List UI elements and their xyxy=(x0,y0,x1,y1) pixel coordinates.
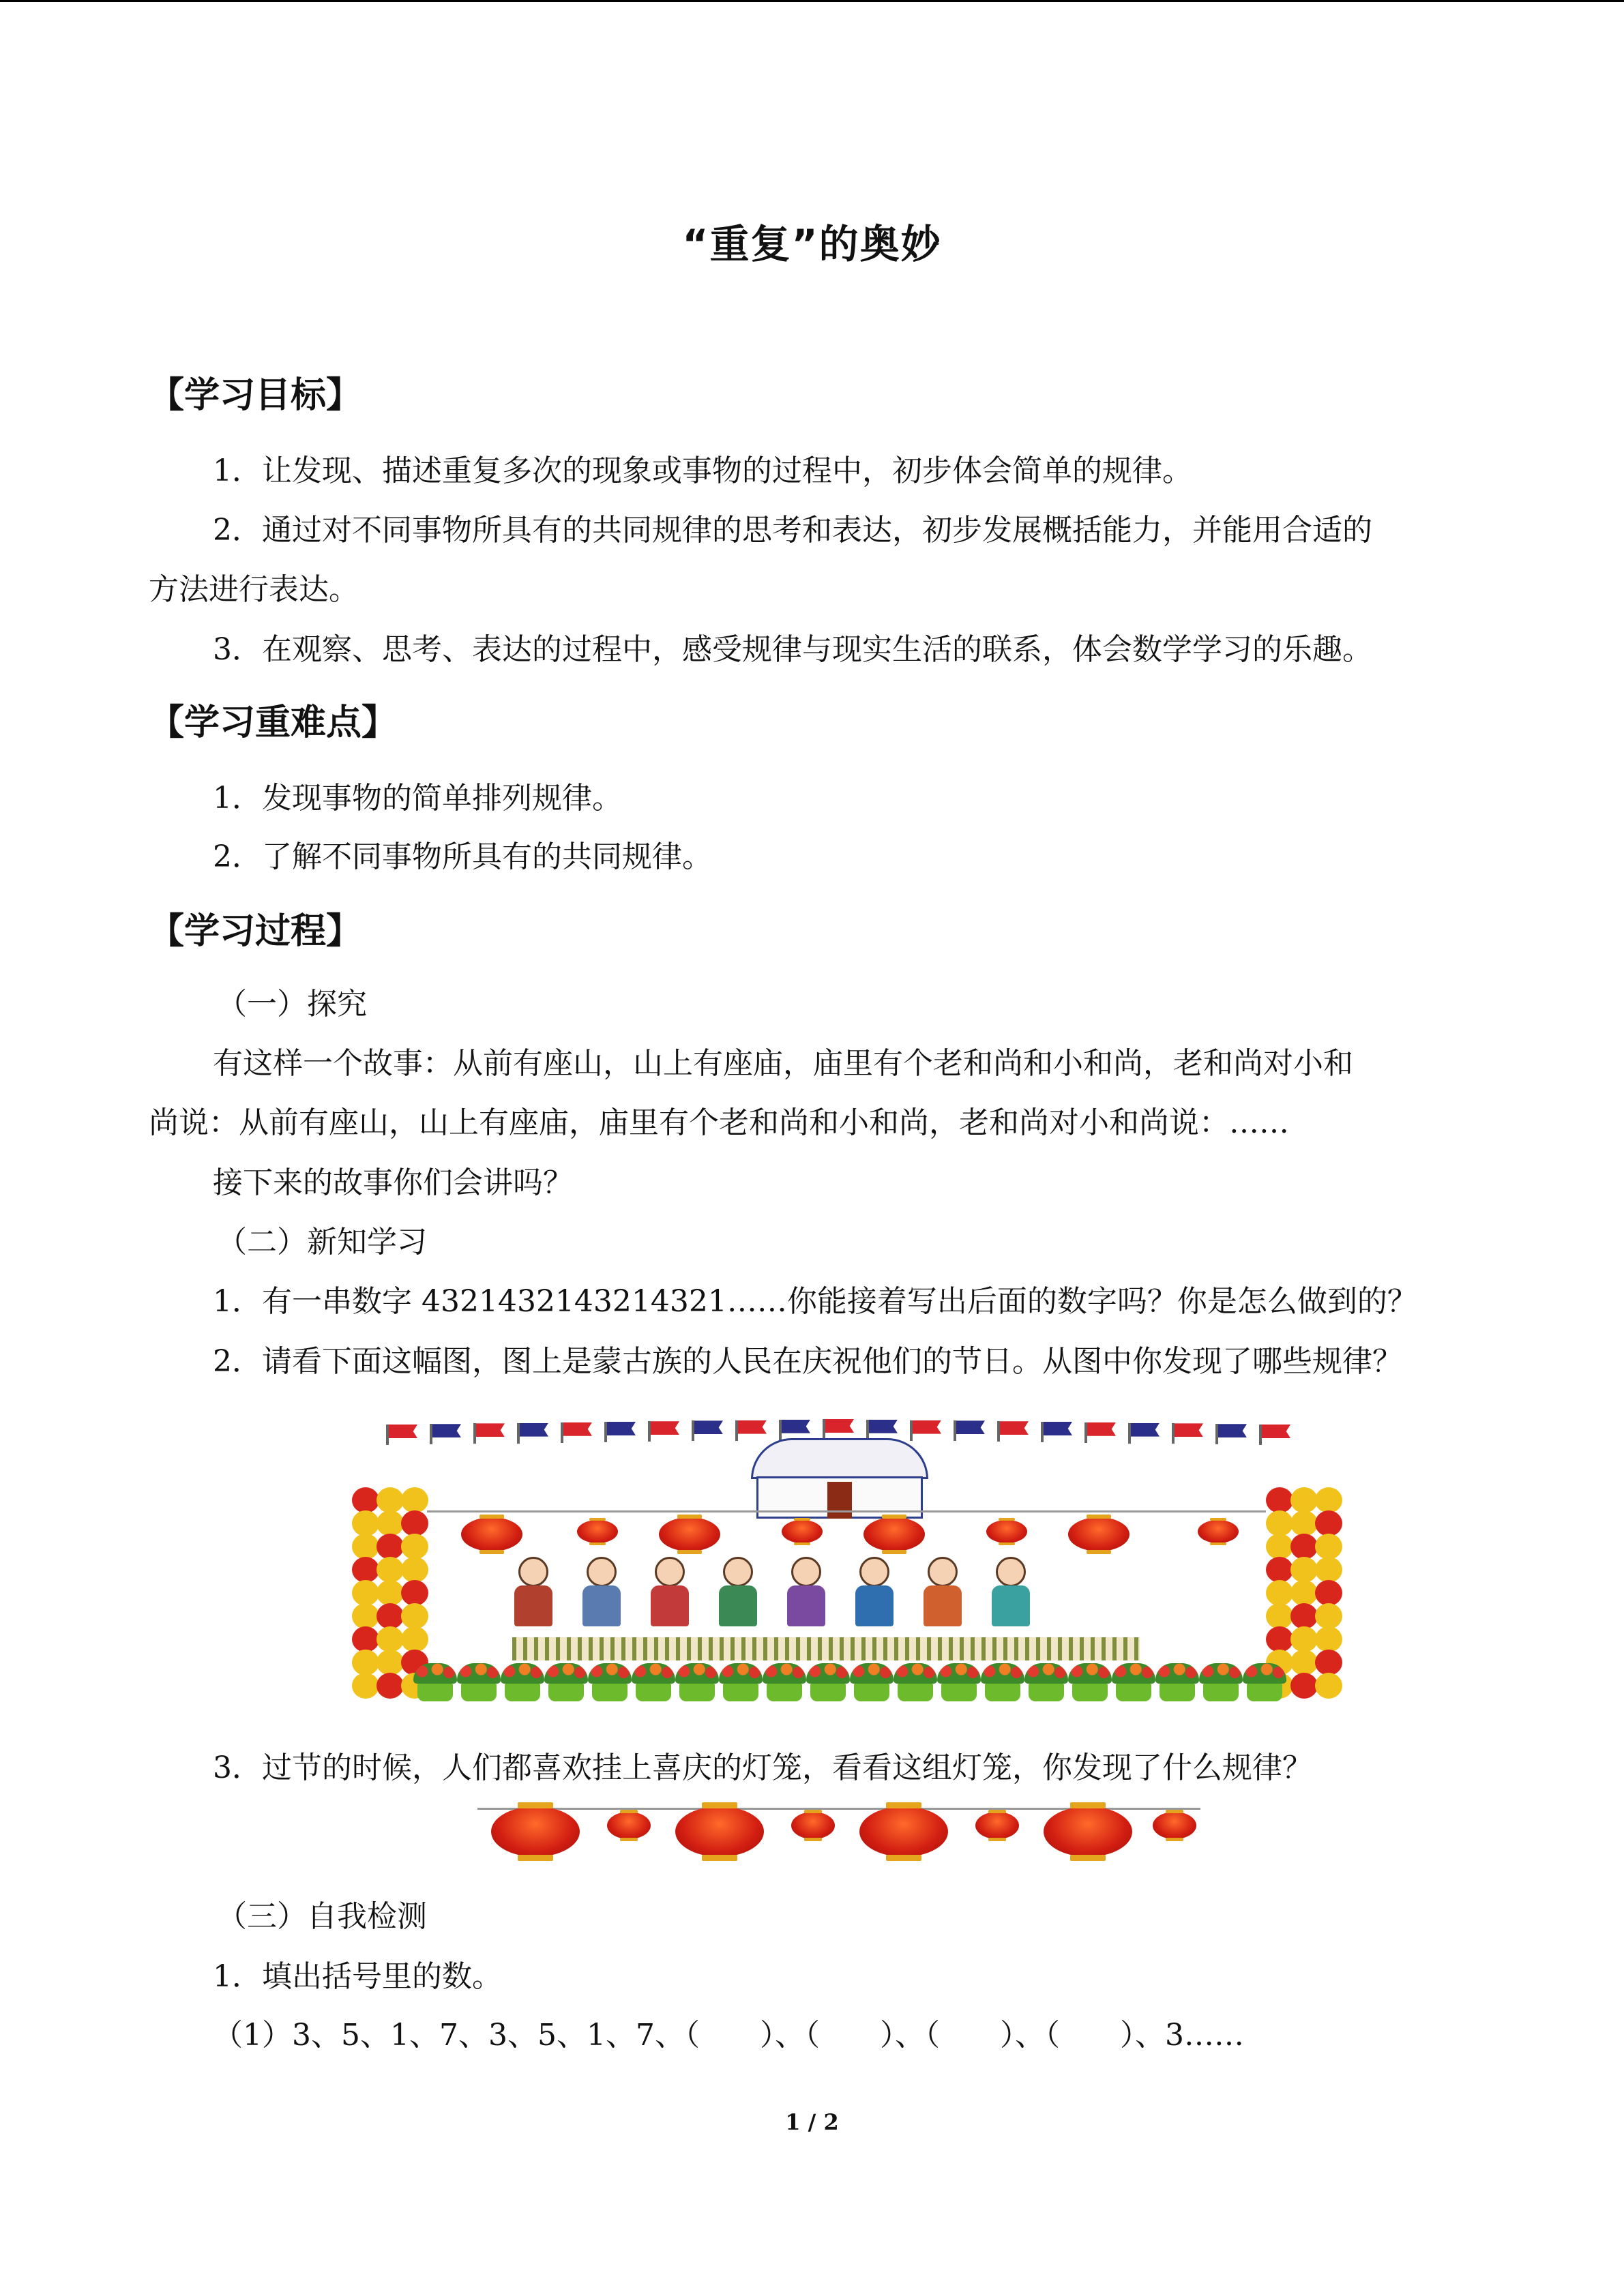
balloon-icon xyxy=(352,1650,379,1675)
balloon-icon xyxy=(377,1650,404,1675)
flowers xyxy=(588,1663,632,1684)
balloon-icon xyxy=(1315,1603,1342,1629)
pot-base xyxy=(941,1684,977,1701)
flag-icon xyxy=(1175,1423,1203,1437)
balloon-icon xyxy=(377,1510,404,1536)
pot-base xyxy=(898,1684,933,1701)
balloon-icon xyxy=(377,1534,404,1560)
lantern-icon xyxy=(1153,1812,1196,1839)
balloon-icon xyxy=(1266,1603,1293,1629)
flowers xyxy=(1068,1663,1112,1684)
flower-pot-icon xyxy=(1199,1663,1243,1704)
flowers xyxy=(850,1663,894,1684)
festival-illustration xyxy=(263,1405,1389,1705)
flowers xyxy=(413,1663,457,1684)
flower-pot-icon xyxy=(1068,1663,1112,1704)
key-point-1: 1．发现事物的简单排列规律。 xyxy=(213,781,622,816)
flower-pot-icon xyxy=(894,1663,937,1704)
flag-icon xyxy=(738,1420,767,1434)
flower-fence xyxy=(512,1637,1140,1660)
flag-icon xyxy=(520,1423,548,1437)
flowers xyxy=(675,1663,719,1684)
flowers xyxy=(981,1663,1024,1684)
balloon-icon xyxy=(1290,1673,1318,1699)
person-icon xyxy=(509,1557,558,1632)
balloon-icon xyxy=(1266,1580,1293,1606)
flag-icon xyxy=(651,1421,679,1435)
person-head xyxy=(518,1557,548,1587)
lantern-icon xyxy=(659,1517,720,1551)
balloon-icon xyxy=(401,1626,428,1652)
lantern-icon xyxy=(859,1806,948,1857)
heading-process: 【学习过程】 xyxy=(149,911,362,952)
yurt-icon xyxy=(751,1438,928,1520)
balloon-icon xyxy=(377,1557,404,1583)
flag-pole xyxy=(473,1423,476,1444)
part2-label: （二）新知学习 xyxy=(217,1225,427,1259)
flower-pot-icon xyxy=(457,1663,501,1704)
part3-label: （三）自我检测 xyxy=(217,1899,427,1934)
heading-goals: 【学习目标】 xyxy=(149,375,362,416)
flowers xyxy=(457,1663,501,1684)
flowers xyxy=(544,1663,588,1684)
flag-pole xyxy=(1084,1422,1087,1443)
flowers xyxy=(806,1663,850,1684)
balloon-icon xyxy=(1266,1510,1293,1536)
lantern-icon xyxy=(461,1517,522,1551)
person-head xyxy=(587,1557,617,1587)
person-icon xyxy=(918,1557,967,1632)
lantern-icon xyxy=(675,1806,764,1857)
pot-base xyxy=(1072,1684,1108,1701)
flag-pole xyxy=(648,1421,651,1442)
flag-icon xyxy=(782,1420,810,1433)
flag-icon xyxy=(476,1423,505,1437)
flag-pole xyxy=(517,1423,520,1444)
flower-pot-icon xyxy=(1243,1663,1286,1704)
flower-pot-icon xyxy=(981,1663,1024,1704)
pot-base xyxy=(1160,1684,1195,1701)
balloon-icon xyxy=(1266,1626,1293,1652)
goal-item-1: 1．让发现、描述重复多次的现象或事物的过程中，初步体会简单的规律。 xyxy=(213,453,1192,488)
page-title: “重复”的奥妙 xyxy=(682,221,942,267)
flag-pole xyxy=(1128,1423,1131,1444)
balloon-icon xyxy=(352,1557,379,1583)
flowers xyxy=(1155,1663,1199,1684)
flowers xyxy=(719,1663,763,1684)
person-body xyxy=(787,1585,825,1626)
flower-pot-icon xyxy=(850,1663,894,1704)
flag-icon xyxy=(1000,1421,1029,1435)
flag-pole xyxy=(430,1424,432,1444)
pot-base xyxy=(723,1684,758,1701)
goal-item-3: 3．在观察、思考、表达的过程中，感受规律与现实生活的联系，体会数学学习的乐趣。 xyxy=(213,632,1372,667)
flag-icon xyxy=(1087,1422,1116,1436)
person-icon xyxy=(577,1557,626,1632)
story-line-1: 有这样一个故事：从前有座山，山上有座庙，庙里有个老和尚和小和尚，老和尚对小和 xyxy=(213,1046,1353,1081)
flower-pot-icon xyxy=(544,1663,588,1704)
person-icon xyxy=(645,1557,694,1632)
check-question-1: 1．填出括号里的数。 xyxy=(213,1959,502,1994)
goal-item-2-cont: 方法进行表达。 xyxy=(149,572,359,607)
lantern-icon xyxy=(791,1812,835,1839)
balloon-icon xyxy=(352,1603,379,1629)
pot-base xyxy=(417,1684,453,1701)
flowers xyxy=(1199,1663,1243,1684)
pot-base xyxy=(985,1684,1020,1701)
check-question-1-1: （1）3、5、1、7、3、5、1、7、（ ）、（ ）、（ ）、（ ）、3…… xyxy=(213,2018,1244,2053)
person-icon xyxy=(850,1557,899,1632)
flower-pot-icon xyxy=(501,1663,544,1704)
flowers xyxy=(1112,1663,1155,1684)
person-head xyxy=(791,1557,821,1587)
person-body xyxy=(582,1585,621,1626)
part1-label: （一）探究 xyxy=(217,987,367,1022)
flag-icon xyxy=(607,1422,636,1435)
pot-base xyxy=(505,1684,540,1701)
person-body xyxy=(992,1585,1030,1626)
person-body xyxy=(651,1585,689,1626)
flag-pole xyxy=(735,1420,738,1441)
question-3: 3．过节的时候，人们都喜欢挂上喜庆的灯笼，看看这组灯笼，你发现了什么规律？ xyxy=(213,1750,1312,1785)
pot-base xyxy=(1203,1684,1239,1701)
flower-pot-icon xyxy=(763,1663,806,1704)
flag-icon xyxy=(1131,1423,1160,1437)
flowers xyxy=(632,1663,675,1684)
person-head xyxy=(859,1557,889,1587)
flag-pole xyxy=(1041,1422,1044,1442)
person-head xyxy=(996,1557,1026,1587)
person-icon xyxy=(986,1557,1035,1632)
person-icon xyxy=(782,1557,831,1632)
balloon-icon xyxy=(377,1580,404,1606)
pot-base xyxy=(592,1684,628,1701)
balloon-icon xyxy=(1266,1557,1293,1583)
flower-pot-icon xyxy=(806,1663,850,1704)
person-head xyxy=(655,1557,685,1587)
pot-base xyxy=(767,1684,802,1701)
flowers xyxy=(1024,1663,1068,1684)
balloon-icon xyxy=(352,1487,379,1513)
flag-icon xyxy=(563,1422,592,1436)
balloon-icon xyxy=(1315,1487,1342,1513)
flower-pot-icon xyxy=(1112,1663,1155,1704)
balloon-icon xyxy=(352,1580,379,1606)
question-2: 2．请看下面这幅图，图上是蒙古族的人民在庆祝他们的节日。从图中你发现了哪些规律？ xyxy=(213,1344,1402,1379)
balloon-icon xyxy=(1290,1626,1318,1652)
balloon-icon xyxy=(1315,1534,1342,1560)
balloon-icon xyxy=(1315,1580,1342,1606)
lantern-string xyxy=(427,1510,1266,1512)
flower-pot-icon xyxy=(632,1663,675,1704)
balloon-icon xyxy=(1290,1557,1318,1583)
flag-pole xyxy=(1259,1425,1262,1445)
flower-pot-icon xyxy=(588,1663,632,1704)
flag-pole xyxy=(1215,1424,1218,1444)
balloon-icon xyxy=(1266,1487,1293,1513)
flag-pole xyxy=(1172,1423,1175,1444)
flowers xyxy=(937,1663,981,1684)
balloon-icon xyxy=(1290,1603,1318,1629)
flag-pole xyxy=(604,1422,607,1442)
lantern-icon xyxy=(1068,1517,1130,1551)
balloon-icon xyxy=(1290,1580,1318,1606)
flag-pole xyxy=(954,1420,956,1441)
question-1: 1．有一串数字 4321432143214321……你能接着写出后面的数字吗？你是怎么做到的？ xyxy=(213,1284,1417,1319)
lantern-icon xyxy=(986,1520,1027,1543)
balloon-icon xyxy=(1315,1510,1342,1536)
story-question: 接下来的故事你们会讲吗？ xyxy=(213,1165,573,1200)
balloon-icon xyxy=(1290,1487,1318,1513)
goal-item-2: 2．通过对不同事物所具有的共同规律的思考和表达，初步发展概括能力，并能用合适的 xyxy=(213,513,1372,548)
balloon-icon xyxy=(401,1603,428,1629)
balloon-icon xyxy=(377,1626,404,1652)
flag-pole xyxy=(997,1421,1000,1442)
person-head xyxy=(928,1557,958,1587)
balloon-icon xyxy=(401,1487,428,1513)
person-body xyxy=(719,1585,757,1626)
lantern-row-illustration xyxy=(477,1791,1200,1880)
flower-pot-icon xyxy=(1155,1663,1199,1704)
pot-base xyxy=(548,1684,584,1701)
flower-pot-icon xyxy=(937,1663,981,1704)
pot-base xyxy=(679,1684,715,1701)
pot-base xyxy=(1029,1684,1064,1701)
lantern-icon xyxy=(607,1812,651,1839)
lantern-icon xyxy=(1198,1520,1239,1543)
person-body xyxy=(855,1585,894,1626)
balloon-icon xyxy=(401,1534,428,1560)
balloon-icon xyxy=(377,1487,404,1513)
flag-icon xyxy=(1044,1422,1072,1435)
heading-key-points: 【学习重难点】 xyxy=(149,702,398,743)
flag-pole xyxy=(386,1425,389,1445)
story-line-2: 尚说：从前有座山，山上有座庙，庙里有个老和尚和小和尚，老和尚对小和尚说：…… xyxy=(149,1105,1289,1140)
pot-base xyxy=(810,1684,846,1701)
pot-base xyxy=(1116,1684,1151,1701)
flag-icon xyxy=(389,1425,417,1438)
lantern-icon xyxy=(491,1806,580,1857)
flowers xyxy=(1243,1663,1286,1684)
balloon-icon xyxy=(1315,1557,1342,1583)
pot-base xyxy=(461,1684,497,1701)
lantern-icon xyxy=(577,1520,618,1543)
balloon-icon xyxy=(352,1673,379,1699)
flag-icon xyxy=(913,1420,941,1434)
flag-pole xyxy=(779,1420,782,1440)
balloon-icon xyxy=(352,1510,379,1536)
flag-pole xyxy=(692,1420,694,1441)
flag-icon xyxy=(1218,1424,1247,1437)
flower-pot-icon xyxy=(1024,1663,1068,1704)
flowers xyxy=(894,1663,937,1684)
flower-pot-icon xyxy=(719,1663,763,1704)
balloon-icon xyxy=(1315,1650,1342,1675)
flowers xyxy=(763,1663,806,1684)
person-body xyxy=(514,1585,552,1626)
balloon-icon xyxy=(1290,1534,1318,1560)
person-icon xyxy=(713,1557,763,1632)
flower-pot-icon xyxy=(675,1663,719,1704)
balloon-icon xyxy=(1290,1510,1318,1536)
flag-icon xyxy=(1262,1425,1290,1438)
pot-base xyxy=(854,1684,889,1701)
pot-base xyxy=(1247,1684,1282,1701)
flag-icon xyxy=(432,1424,461,1437)
balloon-icon xyxy=(401,1580,428,1606)
page-number: 1 / 2 xyxy=(785,2109,839,2135)
person-body xyxy=(924,1585,962,1626)
lantern-icon xyxy=(782,1520,823,1543)
lantern-icon xyxy=(863,1517,925,1551)
balloon-icon xyxy=(377,1603,404,1629)
balloon-icon xyxy=(352,1534,379,1560)
balloon-icon xyxy=(377,1673,404,1699)
flag-icon xyxy=(956,1420,985,1434)
balloon-icon xyxy=(401,1557,428,1583)
flag-icon xyxy=(869,1420,898,1433)
balloon-icon xyxy=(1315,1626,1342,1652)
lantern-icon xyxy=(975,1812,1019,1839)
balloon-icon xyxy=(1315,1673,1342,1699)
person-head xyxy=(723,1557,753,1587)
balloon-icon xyxy=(352,1626,379,1652)
flower-pot-icon xyxy=(413,1663,457,1704)
flag-icon xyxy=(694,1420,723,1434)
flag-pole xyxy=(823,1419,825,1440)
flowers xyxy=(501,1663,544,1684)
flag-pole xyxy=(561,1422,563,1443)
balloon-icon xyxy=(1266,1534,1293,1560)
lantern-icon xyxy=(1044,1806,1132,1857)
key-point-2: 2．了解不同事物所具有的共同规律。 xyxy=(213,839,712,874)
balloon-icon xyxy=(1290,1650,1318,1675)
balloon-icon xyxy=(401,1510,428,1536)
flag-icon xyxy=(825,1419,854,1433)
flag-pole xyxy=(866,1420,869,1440)
pot-base xyxy=(636,1684,671,1701)
